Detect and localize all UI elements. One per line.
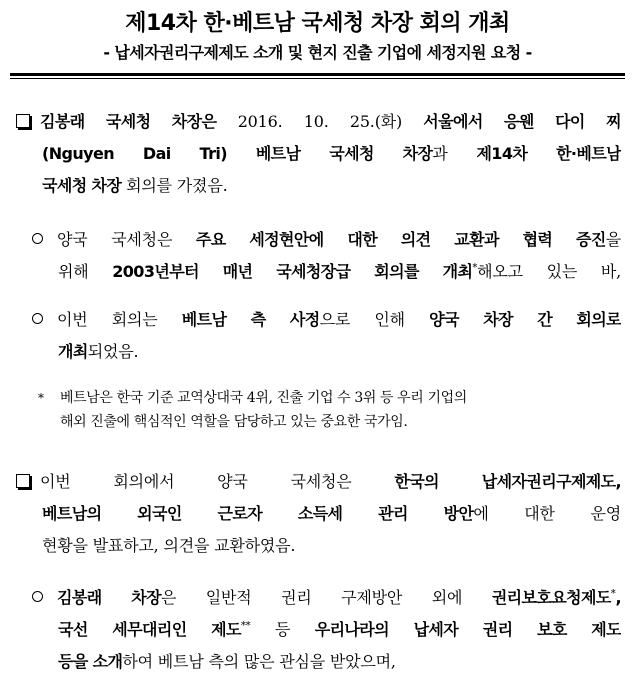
section2-line3 xyxy=(16,530,621,562)
footnote-mark: ** xyxy=(240,620,251,632)
text: 2016. 10. 25.(화) xyxy=(237,112,424,131)
section2-paragraph xyxy=(16,466,621,562)
section1-bullet1 xyxy=(32,224,621,288)
footnote-mark: * xyxy=(472,262,478,274)
section1-line3 xyxy=(16,170,621,202)
text-bold: 한국의 납세자권리구제제도, xyxy=(394,472,621,491)
checkbox-bullet-icon xyxy=(16,114,30,128)
text-bold: 국선 세무대리인 제도 xyxy=(58,620,241,639)
text: 으로 인해 xyxy=(319,310,430,329)
text-bold: 국세청 차장 xyxy=(42,176,122,195)
section2-line2 xyxy=(16,498,621,530)
footnote-mark: * xyxy=(610,588,616,600)
text-bold: , xyxy=(615,588,621,607)
s2-bullet1-line1 xyxy=(32,582,621,614)
bullet2-line2 xyxy=(32,336,621,368)
footnote-star: * xyxy=(38,391,44,405)
text-bold: 개최 xyxy=(58,342,88,361)
header-rule-thick xyxy=(10,73,625,76)
text: 되었음. xyxy=(87,342,139,361)
s2-bullet1-line2 xyxy=(32,614,621,646)
section1-bullet2 xyxy=(32,304,621,368)
text: 을 xyxy=(605,230,621,249)
text-bold: 베트남 측 사정 xyxy=(181,310,320,329)
section2-bullet1 xyxy=(32,582,621,678)
text: 에 대한 운영 xyxy=(473,504,621,523)
text-bold: 등을 소개 xyxy=(58,652,123,671)
circle-bullet-icon xyxy=(32,591,43,602)
bullet2-line1 xyxy=(32,304,621,336)
text: 베트남은 한국 기준 교역상대국 4위, 진출 기업 수 3위 등 우리 기업의 xyxy=(60,390,467,406)
text-bold: 김봉래 국세청 차장은 xyxy=(40,112,238,131)
text: 해오고 있는 바, xyxy=(477,262,621,281)
text-bold: 우리나라의 납세자 권리 보호 제도 xyxy=(314,620,621,639)
section1-line2 xyxy=(16,138,621,170)
s2-bullet1-line3 xyxy=(32,646,621,678)
footnote xyxy=(38,386,620,434)
text-bold: 서울에서 응웬 다이 찌 xyxy=(423,112,621,131)
header-rule-thin xyxy=(10,78,625,79)
bullet1-line2 xyxy=(32,256,621,288)
text-bold: (Nguyen Dai Tri) 베트남 국세청 차장 xyxy=(42,144,433,163)
text: 해외 진출에 핵심적인 역할을 담당하고 있는 중요한 국가임. xyxy=(60,414,408,430)
page-subtitle: - 납세자권리구제제도 소개 및 현지 진출 기업에 세정지원 요청 - xyxy=(103,43,532,62)
bullet1-line1 xyxy=(32,224,621,256)
text-bold: 양국 차장 간 회의로 xyxy=(429,310,621,329)
text: 하여 베트남 측의 많은 관심을 받았으며, xyxy=(122,652,396,671)
text: 양국 국세청은 xyxy=(57,230,196,249)
text: 현황을 발표하고, 의견을 교환하였음. xyxy=(42,536,296,555)
text: 등 xyxy=(250,620,315,639)
footnote-line1 xyxy=(38,386,620,410)
circle-bullet-icon xyxy=(32,233,43,244)
checkbox-bullet-icon xyxy=(16,474,30,488)
text-bold: 권리보호요청제도 xyxy=(491,588,611,607)
text: 과 xyxy=(432,144,477,163)
text: 회의를 가졌음. xyxy=(121,176,228,195)
text-bold: 김봉래 차장 xyxy=(57,588,161,607)
text: 이번 회의에서 양국 국세청은 xyxy=(40,472,395,491)
text: 은 일반적 권리 구제방안 외에 xyxy=(160,588,492,607)
footnote-line2 xyxy=(38,410,620,434)
section2-line1 xyxy=(16,466,621,498)
text-bold: 베트남의 외국인 근로자 소득세 관리 방안 xyxy=(42,504,474,523)
text: 이번 회의는 xyxy=(57,310,182,329)
section1-paragraph xyxy=(16,106,621,202)
section1-line1 xyxy=(16,106,621,138)
text-bold: 2003년부터 매년 국세청장급 회의를 개최 xyxy=(112,262,473,281)
circle-bullet-icon xyxy=(32,313,43,324)
text-bold: 주요 세정현안에 대한 의견 교환과 협력 증진 xyxy=(195,230,606,249)
page-title: 제14차 한·베트남 국세청 차장 회의 개최 xyxy=(125,11,510,36)
text-bold: 제14차 한·베트남 xyxy=(476,144,621,163)
text: 위해 xyxy=(58,262,113,281)
